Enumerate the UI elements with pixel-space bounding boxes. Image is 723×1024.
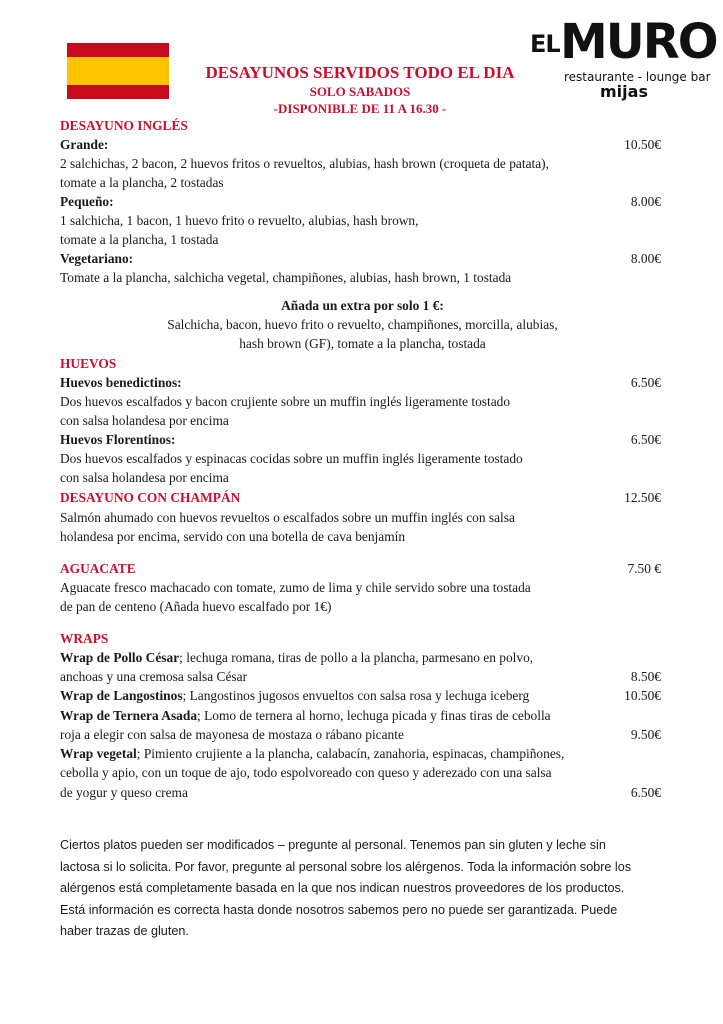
item-desc-wrap-vegetal-2: cebolla y apio, con un toque de ajo, todo espolvoreado con queso y aderezado con una salsa <box>60 765 552 780</box>
item-desc-benedictinos-1: Dos huevos escalfados y bacon crujiente sobre un muffin inglés ligeramente tostado <box>60 394 511 409</box>
item-price-wrap-pollo: 8.50€ <box>630 669 661 684</box>
item-name-vegetariano: Vegetariano: <box>60 251 134 266</box>
item-name-wrap-ternera: Wrap de Ternera Asada <box>60 708 198 723</box>
extra-line-1: Salchicha, bacon, huevo frito o revuelto, champiñones, morcilla, alubias, <box>167 317 558 332</box>
item-desc-wrap-vegetal-3: de yogur y queso crema <box>60 785 188 800</box>
allergen-notes <box>60 835 680 943</box>
item-name-benedictinos: Huevos benedictinos: <box>60 375 182 390</box>
item-wrap-vegetal-line-1 <box>60 744 564 763</box>
item-desc-wrap-ternera-1: ; Lomo de ternera al horno, lechuga picada y finas tiras de cebolla <box>197 708 551 723</box>
item-desc-champan-1: Salmón ahumado con huevos revueltos o escalfados sobre un muffin inglés con salsa <box>60 510 515 525</box>
item-price-vegetariano: 8.00€ <box>630 251 661 266</box>
item-name-wrap-vegetal: Wrap vegetal <box>60 746 137 761</box>
section-heading-wraps: WRAPS <box>60 631 109 646</box>
extra-line-2: hash brown (GF), tomate a la plancha, tostada <box>239 336 486 351</box>
item-desc-vegetariano-1: Tomate a la plancha, salchicha vegetal, champiñones, alubias, hash brown, 1 tostada <box>60 270 512 285</box>
item-desc-aguacate-1: Aguacate fresco machacado con tomate, zumo de lima y chile servido sobre una tostada <box>60 580 531 595</box>
notes-line-1: Ciertos platos pueden ser modificados – pregunte al personal. Tenemos pan sin gluten y leche sin <box>60 838 606 852</box>
item-desc-pequeno-1: 1 salchicha, 1 bacon, 1 huevo frito o revuelto, alubias, hash brown, <box>60 213 419 228</box>
item-desc-champan-2: holandesa por encima, servido con una botella de cava benjamín <box>60 529 406 544</box>
page-subtitle: SOLO SABADOS <box>309 84 411 99</box>
item-name-grande: Grande: <box>60 137 109 152</box>
item-desc-benedictinos-2: con salsa holandesa por encima <box>60 413 229 428</box>
item-price-grande: 10.50€ <box>624 137 661 152</box>
section-heading-aguacate: AGUACATE <box>60 561 136 576</box>
item-wrap-langostinos-line-1 <box>60 686 529 705</box>
logo-muro: MURO <box>560 14 717 70</box>
item-desc-wrap-pollo-2: anchoas y una cremosa salsa César <box>60 669 248 684</box>
item-desc-wrap-pollo-1: ; lechuga romana, tiras de pollo a la plancha, parmesano en polvo, <box>179 650 534 665</box>
item-desc-wrap-vegetal-1: ; Pimiento crujiente a la plancha, calabacín, zanahoria, espinacas, champiñones, <box>136 746 565 761</box>
item-desc-pequeno-2: tomate a la plancha, 1 tostada <box>60 232 219 247</box>
item-desc-grande-2: tomate a la plancha, 2 tostadas <box>60 175 224 190</box>
item-price-aguacate: 7.50 € <box>627 561 661 576</box>
section-heading-huevos: HUEVOS <box>60 356 117 371</box>
item-desc-aguacate-2: de pan de centeno (Añada huevo escalfado por 1€) <box>60 599 332 614</box>
item-wrap-pollo-line-1 <box>60 648 533 667</box>
section-heading-desayuno-ingles: DESAYUNO INGLÉS <box>60 118 188 133</box>
item-price-champan: 12.50€ <box>624 490 661 505</box>
item-desc-grande-1: 2 salchichas, 2 bacon, 2 huevos fritos o revueltos, alubias, hash brown (croqueta de patata), <box>60 156 549 171</box>
notes-line-5: haber trazas de gluten. <box>60 924 189 939</box>
item-name-wrap-langostinos: Wrap de Langostinos <box>60 688 183 703</box>
item-desc-florentinos-1: Dos huevos escalfados y espinacas cocidas sobre un muffin inglés ligeramente tostado <box>60 451 523 466</box>
item-price-benedictinos: 6.50€ <box>630 375 661 390</box>
item-price-florentinos: 6.50€ <box>630 432 661 447</box>
extra-title: Añada un extra por solo 1 €: <box>281 298 444 313</box>
item-name-pequeno: Pequeño: <box>60 194 114 209</box>
notes-line-2: lactosa si lo solicita. Por favor, pregunte al personal sobre los alérgenos. Toda la información sobre los <box>60 859 631 874</box>
notes-line-4: Está información es correcta hasta donde nosotros sabemos pero no puede ser garantizada. Puede <box>60 902 618 917</box>
item-wrap-ternera-line-1 <box>60 706 551 725</box>
availability-note: -DISPONIBLE DE 11 A 16.30 - <box>273 101 447 116</box>
item-name-wrap-pollo: Wrap de Pollo César <box>60 650 180 665</box>
item-desc-wrap-ternera-2: roja a elegir con salsa de mayonesa de mostaza o rábano picante <box>60 727 404 742</box>
section-heading-champan: DESAYUNO CON CHAMPÁN <box>60 490 241 505</box>
item-price-wrap-langostinos: 10.50€ <box>624 688 661 703</box>
item-name-florentinos: Huevos Florentinos: <box>60 432 176 447</box>
item-price-wrap-ternera: 9.50€ <box>630 727 661 742</box>
item-desc-wrap-langostinos-1: ; Langostinos jugosos envueltos con salsa rosa y lechuga iceberg <box>182 688 530 703</box>
page-title: DESAYUNOS SERVIDOS TODO EL DIA <box>205 63 515 82</box>
logo-tagline: restaurante - lounge bar <box>564 70 711 84</box>
notes-line-3: alérgenos está completamente basada en la que nos indican nuestros proveedores de los productos. <box>60 881 625 896</box>
logo-town: mijas <box>600 82 648 101</box>
item-price-wrap-vegetal: 6.50€ <box>630 785 661 800</box>
item-price-pequeno: 8.00€ <box>630 194 661 209</box>
item-desc-florentinos-2: con salsa holandesa por encima <box>60 470 229 485</box>
logo-el: EL <box>530 30 560 58</box>
